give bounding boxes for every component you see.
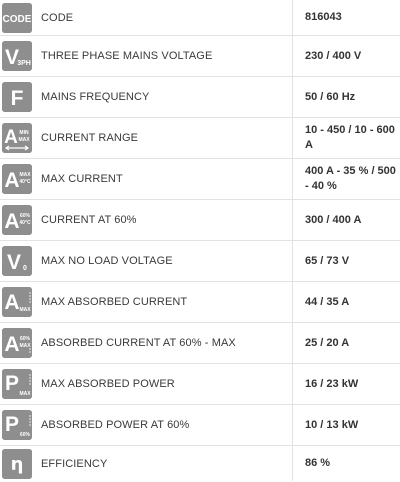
spec-label: MAX ABSORBED CURRENT: [34, 282, 293, 322]
svg-text:MAX: MAX: [19, 172, 31, 178]
spec-value: 816043: [305, 11, 342, 23]
svg-text:CODE: CODE: [2, 13, 32, 25]
spec-value: 50 / 60 Hz: [305, 90, 356, 103]
svg-text:MIN: MIN: [19, 130, 29, 136]
svg-text:A: A: [4, 169, 20, 192]
spec-value: 10 - 450 / 10 - 600 A: [305, 124, 395, 151]
svg-text:60%: 60%: [19, 213, 31, 219]
spec-row-code: [0, 0, 400, 36]
code-icon: [2, 3, 32, 33]
spec-value: 44 / 35 A: [305, 295, 350, 308]
svg-text:A: A: [4, 291, 20, 314]
spec-label: CURRENT RANGE: [34, 118, 293, 158]
spec-row-absorbed-current-60: [0, 323, 400, 364]
absorbed-power-icon: [2, 369, 32, 399]
svg-text:MAX: MAX: [19, 343, 31, 349]
spec-row-mains-frequency: [0, 77, 400, 118]
spec-row-max-absorbed-power: [0, 364, 400, 405]
absorbed-current-icon: [2, 287, 32, 317]
spec-value: 25 / 20 A: [305, 336, 350, 349]
absorbed-current-60-icon: [2, 328, 32, 358]
svg-text:V: V: [6, 251, 22, 274]
absorbed-power-60-icon: [2, 410, 32, 440]
three-phase-voltage-icon: [2, 41, 32, 71]
spec-row-absorbed-power-60: [0, 405, 400, 446]
spec-label: MAX ABSORBED POWER: [34, 364, 293, 404]
current-range-icon: [2, 123, 32, 153]
spec-row-current-at-60: [0, 200, 400, 241]
svg-text:MAX: MAX: [19, 307, 31, 313]
svg-text:η: η: [10, 453, 24, 475]
spec-row-no-load-voltage: [0, 241, 400, 282]
spec-label: THREE PHASE MAINS VOLTAGE: [34, 36, 293, 76]
svg-text:40°C: 40°C: [19, 220, 31, 226]
svg-text:MAX: MAX: [18, 137, 30, 143]
spec-label: MAX CURRENT: [34, 159, 293, 199]
spec-label: MAX NO LOAD VOLTAGE: [34, 241, 293, 281]
svg-text:3PH: 3PH: [17, 60, 31, 67]
spec-label: MAINS FREQUENCY: [34, 77, 293, 117]
svg-text:P: P: [4, 413, 20, 436]
spec-row-efficiency: [0, 446, 400, 481]
spec-label: ABSORBED CURRENT AT 60% - MAX: [34, 323, 293, 363]
spec-value: 65 / 73 V: [305, 254, 350, 267]
spec-label: CODE: [34, 0, 293, 35]
spec-value: 400 A - 35 % / 500 - 40 %: [305, 165, 396, 192]
spec-label: CURRENT AT 60%: [34, 200, 293, 240]
svg-text:40°C: 40°C: [19, 179, 31, 185]
svg-text:MAX: MAX: [19, 391, 31, 397]
efficiency-icon: [2, 449, 32, 479]
current-at-60-icon: [2, 205, 32, 235]
spec-row-three-phase-voltage: [0, 36, 400, 77]
spec-value: 300 / 400 A: [305, 213, 362, 226]
svg-text:P: P: [4, 372, 20, 395]
spec-row-max-absorbed-current: [0, 282, 400, 323]
svg-text:60%: 60%: [19, 432, 31, 438]
svg-text:F: F: [10, 87, 24, 110]
frequency-icon: [2, 82, 32, 112]
spec-label: ABSORBED POWER AT 60%: [34, 405, 293, 445]
max-current-icon: [2, 164, 32, 194]
svg-text:60%: 60%: [19, 336, 31, 342]
svg-text:V: V: [4, 46, 20, 69]
spec-label: EFFICIENCY: [34, 446, 293, 481]
spec-value: 16 / 23 kW: [305, 377, 359, 390]
svg-text:A: A: [4, 333, 20, 356]
svg-text:A: A: [4, 210, 20, 233]
spec-row-max-current: [0, 159, 400, 200]
svg-text:0: 0: [23, 265, 27, 272]
no-load-voltage-icon: [2, 246, 32, 276]
spec-value: 86 %: [305, 457, 331, 469]
spec-row-current-range: [0, 118, 400, 159]
spec-value: 230 / 400 V: [305, 49, 362, 62]
svg-text:A: A: [4, 127, 18, 148]
spec-value: 10 / 13 kW: [305, 418, 359, 431]
